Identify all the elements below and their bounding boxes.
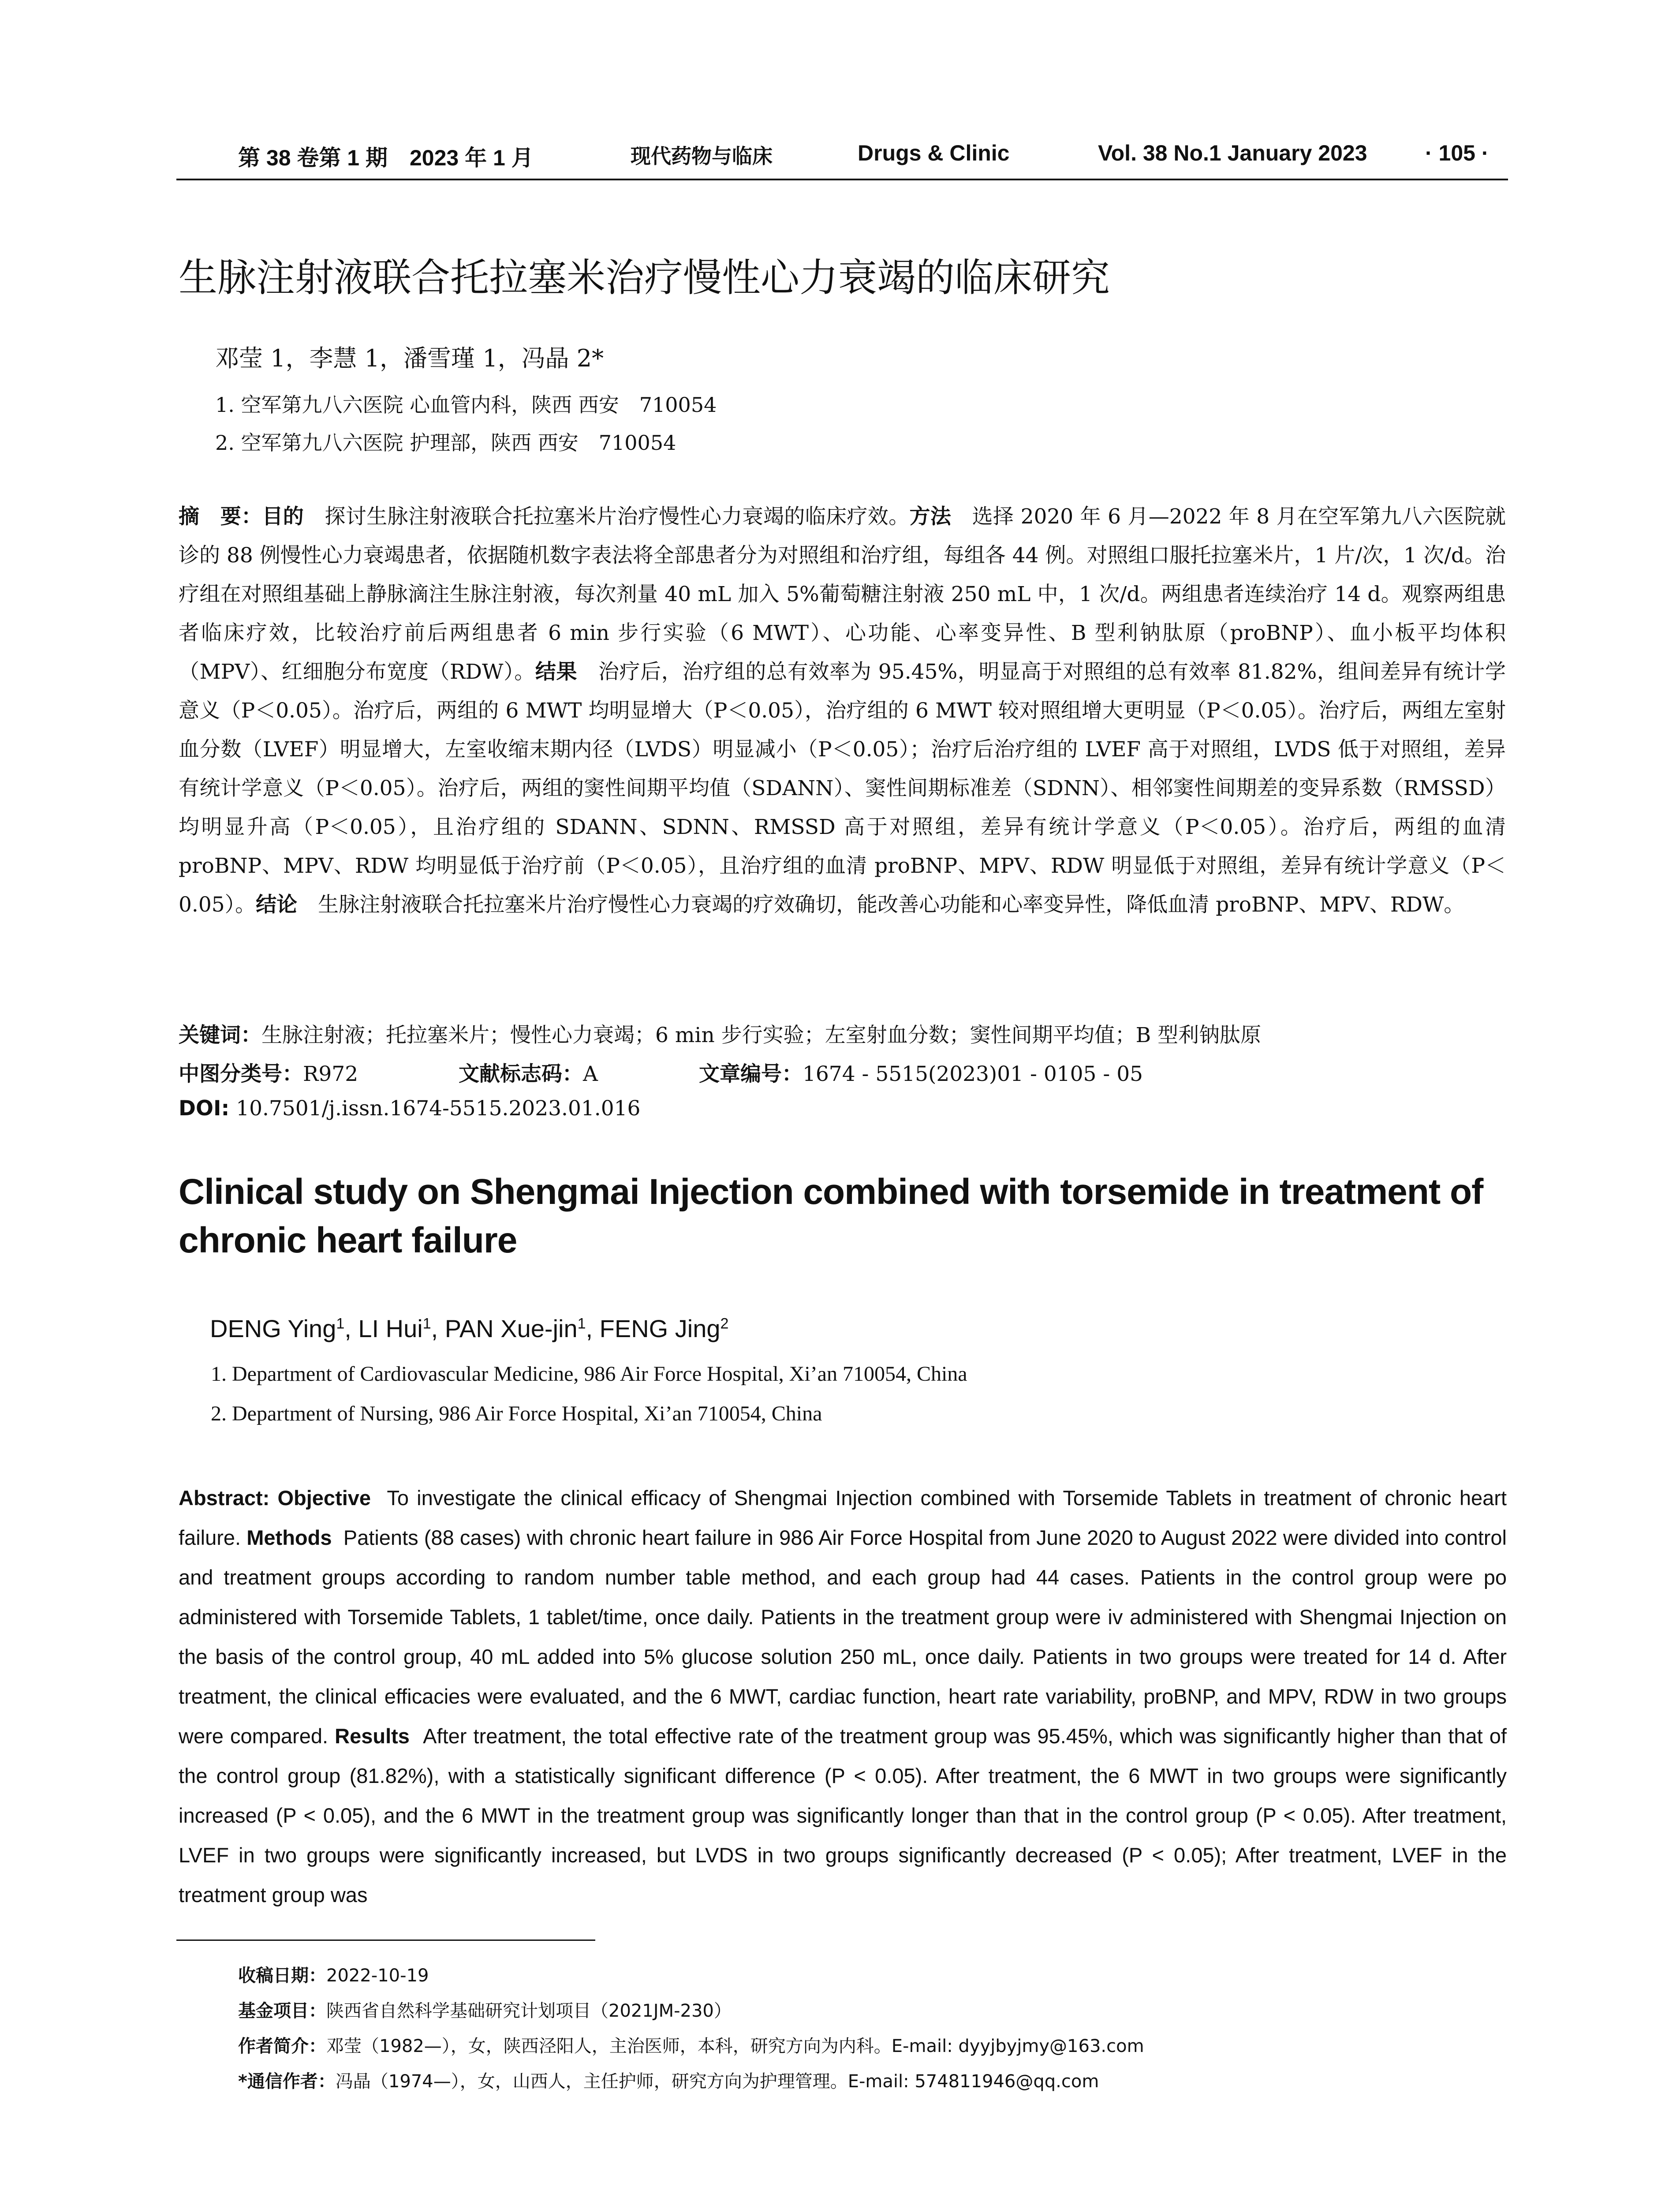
en-author: PAN Xue-jin$^1$, (444, 1315, 600, 1342)
cn-doc-label: 文献标志码： (459, 1062, 583, 1086)
cn-abstract (179, 497, 1506, 924)
header-page-number: · 105 · (1425, 141, 1489, 165)
footnote-corresponding-author: *通信作者：冯晶（1974—），女，山西人，主任护师，研究方向为护理管理。E-mail: 574811946@qq.com (238, 2071, 1099, 2092)
en-objective-text: To investigate the clinical efficacy of Shengmai Injection combined with Torsemide Tablets in treatment of chronic heart failure. (179, 1486, 1507, 1549)
en-title: Clinical study on Shengmai Injection combined with torsemide in treatment of chronic heart failure (179, 1172, 1483, 1260)
footnote-rule (176, 1940, 595, 1941)
cn-results-label: 结果 (535, 660, 578, 684)
cn-keywords (179, 1019, 1261, 1048)
cn-conclusion-text: 生脉注射液联合托拉塞米片治疗慢性心力衰竭的疗效确切，能改善心功能和心率变异性，降低血清 proBNP、MPV、RDW。 (318, 893, 1465, 917)
cn-clc (179, 1058, 358, 1087)
cn-methods-label: 方法 (909, 505, 952, 529)
en-objective-label: Objective (277, 1486, 371, 1510)
cn-article-number (699, 1058, 1143, 1087)
header-issue-en: Vol. 38 No.1 January 2023 (1098, 141, 1367, 165)
en-author: FENG Jing$^2$ (599, 1315, 729, 1342)
en-results-label: Results (335, 1724, 410, 1748)
cn-keywords-text: 生脉注射液；托拉塞米片；慢性心力衰竭；6 min 步行实验；左室射血分数；窦性间期平均值；B 型利钠肽原 (261, 1023, 1262, 1047)
cn-objective-text: 探讨生脉注射液联合托拉塞米片治疗慢性心力衰竭的临床疗效。 (325, 505, 910, 529)
header-issue-cn: 第 38 卷第 1 期 2023 年 1 月 (238, 146, 534, 170)
cn-affiliation: 2. 空军第九八六医院 护理部，陕西 西安 710054 (215, 431, 676, 455)
cn-title: 生脉注射液联合托拉塞米治疗慢性心力衰竭的临床研究 (179, 255, 1110, 300)
en-affiliation: 2. Department of Nursing, 986 Air Force Hospital, Xi’an 710054, China (211, 1402, 822, 1425)
doi-value[interactable]: 10.7501/j.issn.1674-5515.2023.01.016 (236, 1096, 641, 1121)
header-journal-en: Drugs & Clinic (858, 141, 1010, 165)
cn-affiliation: 1. 空军第九八六医院 心血管内科，陕西 西安 710054 (215, 393, 717, 417)
cn-article-label: 文章编号： (699, 1062, 803, 1086)
doi-label: DOI: (179, 1096, 230, 1121)
cn-doc-code (459, 1058, 598, 1087)
cn-conclusion-label: 结论 (256, 893, 298, 917)
en-results-text: After treatment, the total effective rate of the treatment group was 95.45%, which was significantly higher than that of the control group (81.82%), with a statistically significant difference (P < 0.05). After treatment, the 6 MWT in two groups were significantly increased (P < 0.05), and the 6 MWT in the treatment group was significantly longer than that in the control group (P < 0.05). After treatment, LVEF in two groups were significantly increased, but LVDS in two groups significantly decreased (P < 0.05); After treatment, LVEF in the treatment group was (179, 1724, 1507, 1906)
en-authors (210, 1314, 728, 1343)
header-journal-cn: 现代药物与临床 (631, 144, 773, 168)
cn-objective-label: 目的 (262, 505, 304, 529)
en-affiliation: 1. Department of Cardiovascular Medicine, 986 Air Force Hospital, Xi’an 710054, China (211, 1362, 967, 1386)
cn-clc-label: 中图分类号： (179, 1062, 303, 1086)
en-methods-text: Patients (88 cases) with chronic heart failure in 986 Air Force Hospital from June 2020 to August 2022 were divided into control and treatment groups according to random number table method, and each group had 44 cases. Patients in the control group were po administered with Torsemide Tablets, 1 tablet/time, once daily. Patients in the treatment group were iv administered with Shengmai Injection on the basis of the control group, 40 mL added into 5% glucose solution 250 mL, once daily. Patients in two groups were treated for 14 d. After treatment, the clinical efficacies were evaluated, and the 6 MWT, cardiac function, heart rate variability, proBNP, and MPV, RDW in two groups were compared. (179, 1526, 1507, 1748)
cn-article-value: 1674 - 5515(2023)01 - 0105 - 05 (803, 1062, 1143, 1086)
cn-doc-value: A (583, 1062, 598, 1086)
footnote-funding: 基金项目：陕西省自然科学基础研究计划项目（2021JM-230） (238, 2001, 732, 2021)
footnote-author-bio: 作者简介：邓莹（1982—），女，陕西泾阳人，主治医师，本科，研究方向为内科。E-mail: dyyjbyjmy@163.com (238, 2036, 1144, 2056)
en-author: DENG Ying$^1$, (210, 1315, 358, 1342)
header-rule (176, 179, 1508, 180)
footnote-received: 收稿日期：2022-10-19 (238, 1966, 429, 1986)
en-methods-label: Methods (246, 1526, 332, 1549)
doi (179, 1096, 640, 1121)
en-author: LI Hui$^1$, (358, 1315, 445, 1342)
cn-abstract-label: 摘 要： (179, 505, 262, 529)
en-abstract (179, 1478, 1507, 1915)
cn-results-text: 治疗后，治疗组的总有效率为 95.45%，明显高于对照组的总有效率 81.82%，组间差异有统计学意义（P＜0.05）。治疗后，两组的 6 MWT 均明显增大（P＜0.05），治疗组的 6 MWT 较对照组增大更明显（P＜0.05）。治疗后，两组左室射血分数（LVEF）明显增大，左室收缩末期内径（LVDS）明显减小（P＜0.05）；治疗后治疗组的 LVEF 高于对照组，LVDS 低于对照组，差异有统计学意义（P＜0.05）。治疗后，两组的窦性间期平均值（SDANN）、窦性间期标准差（SDNN）、相邻窦性间期差的变异系数（RMSSD）均明显升高（P＜0.05），且治疗组的 SDANN、SDNN、RMSSD 高于对照组，差异有统计学意义（P＜0.05）。治疗后，两组的血清 proBNP、MPV、RDW 均明显低于治疗前（P＜0.05），且治疗组的血清 proBNP、MPV、RDW 明显低于对照组，差异有统计学意义（P＜0.05）。 (179, 660, 1506, 917)
cn-clc-value: R972 (303, 1062, 358, 1086)
cn-authors: 邓莹 1，李慧 1，潘雪瑾 1，冯晶 2* (215, 344, 604, 372)
cn-keywords-label: 关键词： (179, 1023, 261, 1047)
cn-methods-text: 选择 2020 年 6 月—2022 年 8 月在空军第九八六医院就诊的 88 例慢性心力衰竭患者，依据随机数字表法将全部患者分为对照组和治疗组，每组各 44 例。对照组口服托拉塞米片，1 片/次，1 次/d。治疗组在对照组基础上静脉滴注生脉注射液，每次剂量 40 mL 加入 5%葡萄糖注射液 250 mL 中，1 次/d。两组患者连续治疗 14 d。观察两组患者临床疗效，比较治疗前后两组患者 6 min 步行实验（6 MWT）、心功能、心率变异性、B 型利钠肽原（proBNP）、血小板平均体积（MPV）、红细胞分布宽度（RDW）。 (179, 505, 1506, 684)
en-abstract-label: Abstract: (179, 1486, 270, 1510)
